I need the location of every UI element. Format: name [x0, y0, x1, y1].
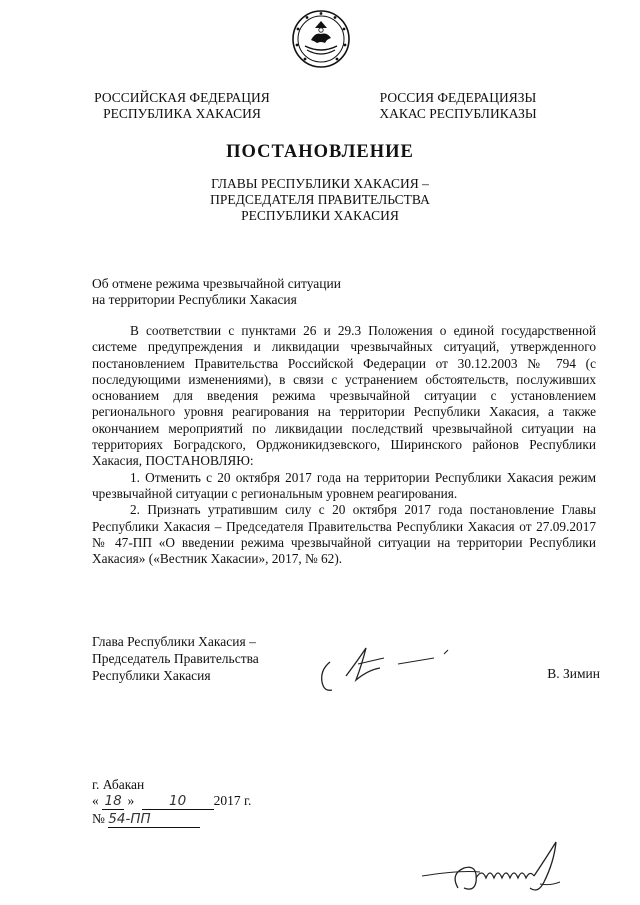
place-of-issue: г. Абакан [92, 777, 145, 792]
signatory-name: В. Зимин [547, 666, 600, 681]
header-right-line-2: ХАКАС РЕСПУБЛИКАЗЫ [379, 106, 537, 121]
body-paragraph-2: 2. Признать утратившим силу с 20 октября 2017 года постановление Главы Республики Хакасия – Председателя Правительства Республики Хакасия от 27.09.2017 № 47-ПП «О введении режима чрезвычайной ситуации на территории Республики Хакасия» («Вестник Хакасии», 2017, № 62). [92, 502, 596, 567]
header-khakas [358, 90, 558, 122]
signatory-line-3: Республики Хакасия [92, 668, 211, 683]
signature [318, 640, 468, 700]
coat-of-arms-emblem [291, 8, 351, 70]
document-title: ПОСТАНОВЛЕНИЕ [226, 142, 414, 162]
date-month: 10 [169, 793, 187, 809]
signatory-line-2: Председатель Правительства [92, 651, 259, 666]
body-paragraph-1: 1. Отменить с 20 октября 2017 года на территории Республики Хакасия режим чрезвычайной ситуации с региональным уровнем реагирования. [92, 469, 596, 501]
subtitle-line-2: ПРЕДСЕДАТЕЛЯ ПРАВИТЕЛЬСТВА [210, 192, 430, 207]
date-open-quote: « [92, 793, 99, 808]
subtitle-line-1: ГЛАВЫ РЕСПУБЛИКИ ХАКАСИЯ – [211, 176, 429, 191]
document-number [92, 811, 200, 828]
document-subject [92, 276, 412, 308]
number-value: 54-ПП [108, 811, 151, 827]
date-day: 18 [104, 793, 122, 809]
body-paragraph-preamble: В соответствии с пунктами 26 и 29.3 Положения о единой государственной системе предупреждения и ликвидации чрезвычайных ситуаций, утвержденного постановлением Правительства Российской Федерации от 30.12.2003 № 794 (с последующими изменениями), в связи с устранением обстоятельств, послуживших основанием для введения режима чрезвычайной ситуации с установлением регионального уровня реагирования на территории Республики Хакасия, а также окончанием мероприятий по ликвидации последствий чрезвычайной ситуации на территориях Боградского, Орджоникидзевского, Ширинского районов Республики Хакасия, ПОСТАНОВЛЯЮ: [92, 323, 596, 469]
issue-date [92, 793, 251, 810]
date-year: 2017 г. [213, 793, 252, 808]
header-right-line-1: РОССИЯ ФЕДЕРАЦИЯЗЫ [379, 90, 537, 105]
header-russian [82, 90, 282, 122]
signatory-position [92, 633, 312, 684]
header-left-line-1: РОССИЙСКАЯ ФЕДЕРАЦИЯ [94, 90, 270, 105]
subject-line-1: Об отмене режима чрезвычайной ситуации [92, 276, 341, 291]
number-label: № [92, 811, 105, 826]
handwritten-mark [420, 838, 570, 900]
header-left-line-2: РЕСПУБЛИКА ХАКАСИЯ [103, 106, 261, 121]
date-close-quote: » [127, 793, 135, 808]
subject-line-2: на территории Республики Хакасия [92, 292, 297, 307]
subtitle-line-3: РЕСПУБЛИКИ ХАКАСИЯ [241, 208, 399, 223]
signatory-line-1: Глава Республики Хакасия – [92, 634, 256, 649]
document-body [92, 323, 596, 567]
document-subtitle [160, 176, 480, 224]
